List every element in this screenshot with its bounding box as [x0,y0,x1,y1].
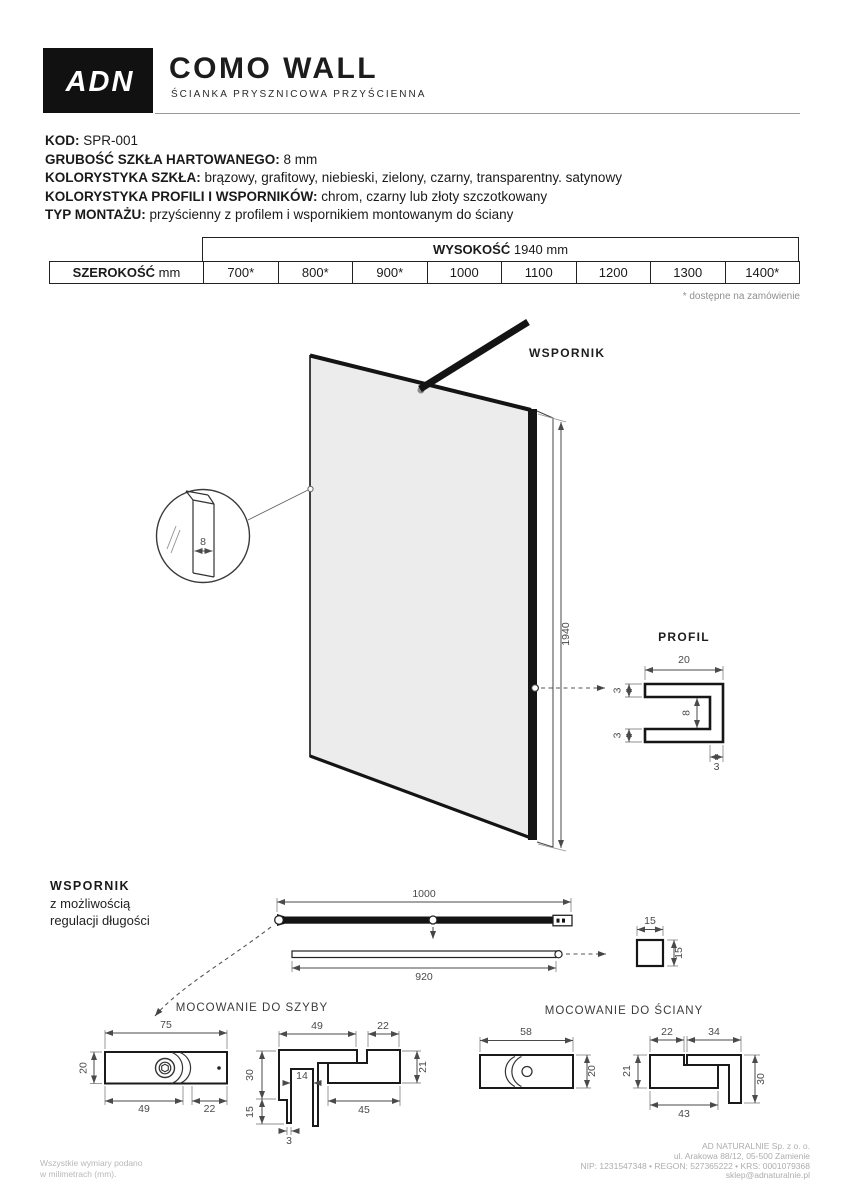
width-cell: 900* [353,262,428,283]
width-cell: 800* [279,262,354,283]
profil-width-dim: 20 [678,654,690,666]
szyby-a-b2-dim: 22 [203,1103,216,1115]
spec-label: GRUBOŚĆ SZKŁA HARTOWANEGO: [45,151,280,167]
szyby-b-right-dim: 21 [417,1061,429,1073]
sciany-a-h-dim: 20 [586,1065,598,1077]
profil-bottom-dim: 3 [611,732,624,739]
sciany-b-t1-dim: 22 [661,1026,673,1038]
spec-label: TYP MONTAŻU: [45,207,146,223]
width-cell: 700* [204,262,279,283]
page-subtitle: ŚCIANKA PRYSZNICOWA PRZYŚCIENNA [171,89,427,100]
footer-units-line1: Wszystkie wymiary podano [40,1158,143,1168]
profil-inner-dim: 8 [680,710,693,716]
spec-value: chrom, czarny lub złoty szczotkowany [321,188,548,204]
glass-panel-drawing [310,322,605,851]
bracket-section-heading [50,879,150,929]
sciany-a-w-dim: 58 [520,1026,532,1038]
szyby-b-bottom-dim: 45 [358,1104,370,1116]
spec-value: przyścienny z profilem i wspornikiem montowanym do ściany [149,207,514,223]
wall-mount-drawings [480,1004,767,1120]
height-value: 1940 mm [513,242,569,257]
wspornik-label: WSPORNIK [529,346,606,360]
bar-square-h-dim: 15 [673,947,685,959]
spec-label: KOLORYSTYKA SZKŁA: [45,170,201,186]
width-unit: mm [158,264,181,280]
footer-units-note [40,1158,143,1179]
adn-logo-text: ADN [65,66,135,98]
sciany-b-t2-dim: 34 [708,1026,720,1038]
bracket-title: WSPORNIK [50,879,130,893]
szyby-b-legt-dim: 3 [286,1135,292,1147]
bar-square-w-dim: 15 [644,915,656,927]
sciany-b-right-dim: 30 [755,1073,767,1085]
szyby-b-slot-dim: 14 [296,1070,308,1082]
width-label: SZEROKOŚĆ [72,264,156,280]
szyby-b-t2-dim: 22 [377,1020,389,1032]
bracket-subtitle-2: regulacji długości [50,912,150,928]
footer-company-info [581,1142,810,1181]
spec-label: KOLORYSTYKA PROFILI I WSPORNIKÓW: [45,188,318,204]
glass-mount-drawings [78,1002,430,1147]
bracket-bar-drawing [155,888,685,1016]
width-cell: 1200 [577,262,652,283]
width-cell: 1300 [651,262,726,283]
spec-value: brązowy, grafitowy, niebieski, zielony, czarny, transparentny. satynowy [204,170,622,186]
glass-thickness-dim: 8 [200,536,206,548]
spec-value: SPR-001 [83,133,139,148]
bracket-subtitle-1: z możliwością [50,896,131,911]
szyby-b-t1-dim: 49 [311,1020,323,1032]
wspornik-bar [420,322,528,389]
szyby-a-h-dim: 20 [77,1062,90,1074]
sciany-b-left-dim: 21 [621,1065,633,1077]
glass-thickness-detail [157,486,314,582]
szyby-a-w-dim: 75 [160,1019,172,1031]
szyby-a-b1-dim: 49 [138,1103,150,1115]
profil-top-dim: 3 [611,687,624,694]
page-title: COMO WALL [169,52,379,85]
footer-units-line2: w milimetrach (mm). [40,1168,117,1179]
footer-registry: NIP: 1231547348 • REGON: 527365222 • KRS: 0001079368 [580,1160,810,1171]
footer-email: sklep@adnaturalnie.pl [725,1170,810,1181]
spec-value: 8 mm [283,151,318,167]
height-label: WYSOKOŚĆ [432,242,511,257]
bar-outer-dim: 1000 [412,888,436,900]
profil-label: PROFIL [658,630,710,644]
width-cell: 1400* [745,264,780,280]
sciany-b-bottom-dim: 43 [678,1108,690,1120]
footer-address: ul. Arakowa 88/12, 05-500 Zamienie [673,1150,810,1161]
glass-mount-title: MOCOWANIE DO SZYBY [175,1002,329,1014]
wall-mount-title: MOCOWANIE DO ŚCIANY [544,1005,704,1017]
width-cell: 1100 [502,262,577,283]
szyby-b-leg-dim: 15 [244,1106,256,1118]
footer-company: AD NATURALNIE Sp. z o. o. [701,1141,810,1151]
profil-detail [612,630,724,773]
order-note: * dostępne na zamówienie [682,291,800,302]
width-cell: 1000 [428,262,503,283]
profil-side-dim: 3 [713,761,720,773]
szyby-b-left-dim: 30 [244,1069,256,1081]
spec-label: KOD: [45,133,80,148]
glass-height-dim: 1940 [560,622,572,646]
bar-inner-dim: 920 [415,971,433,983]
